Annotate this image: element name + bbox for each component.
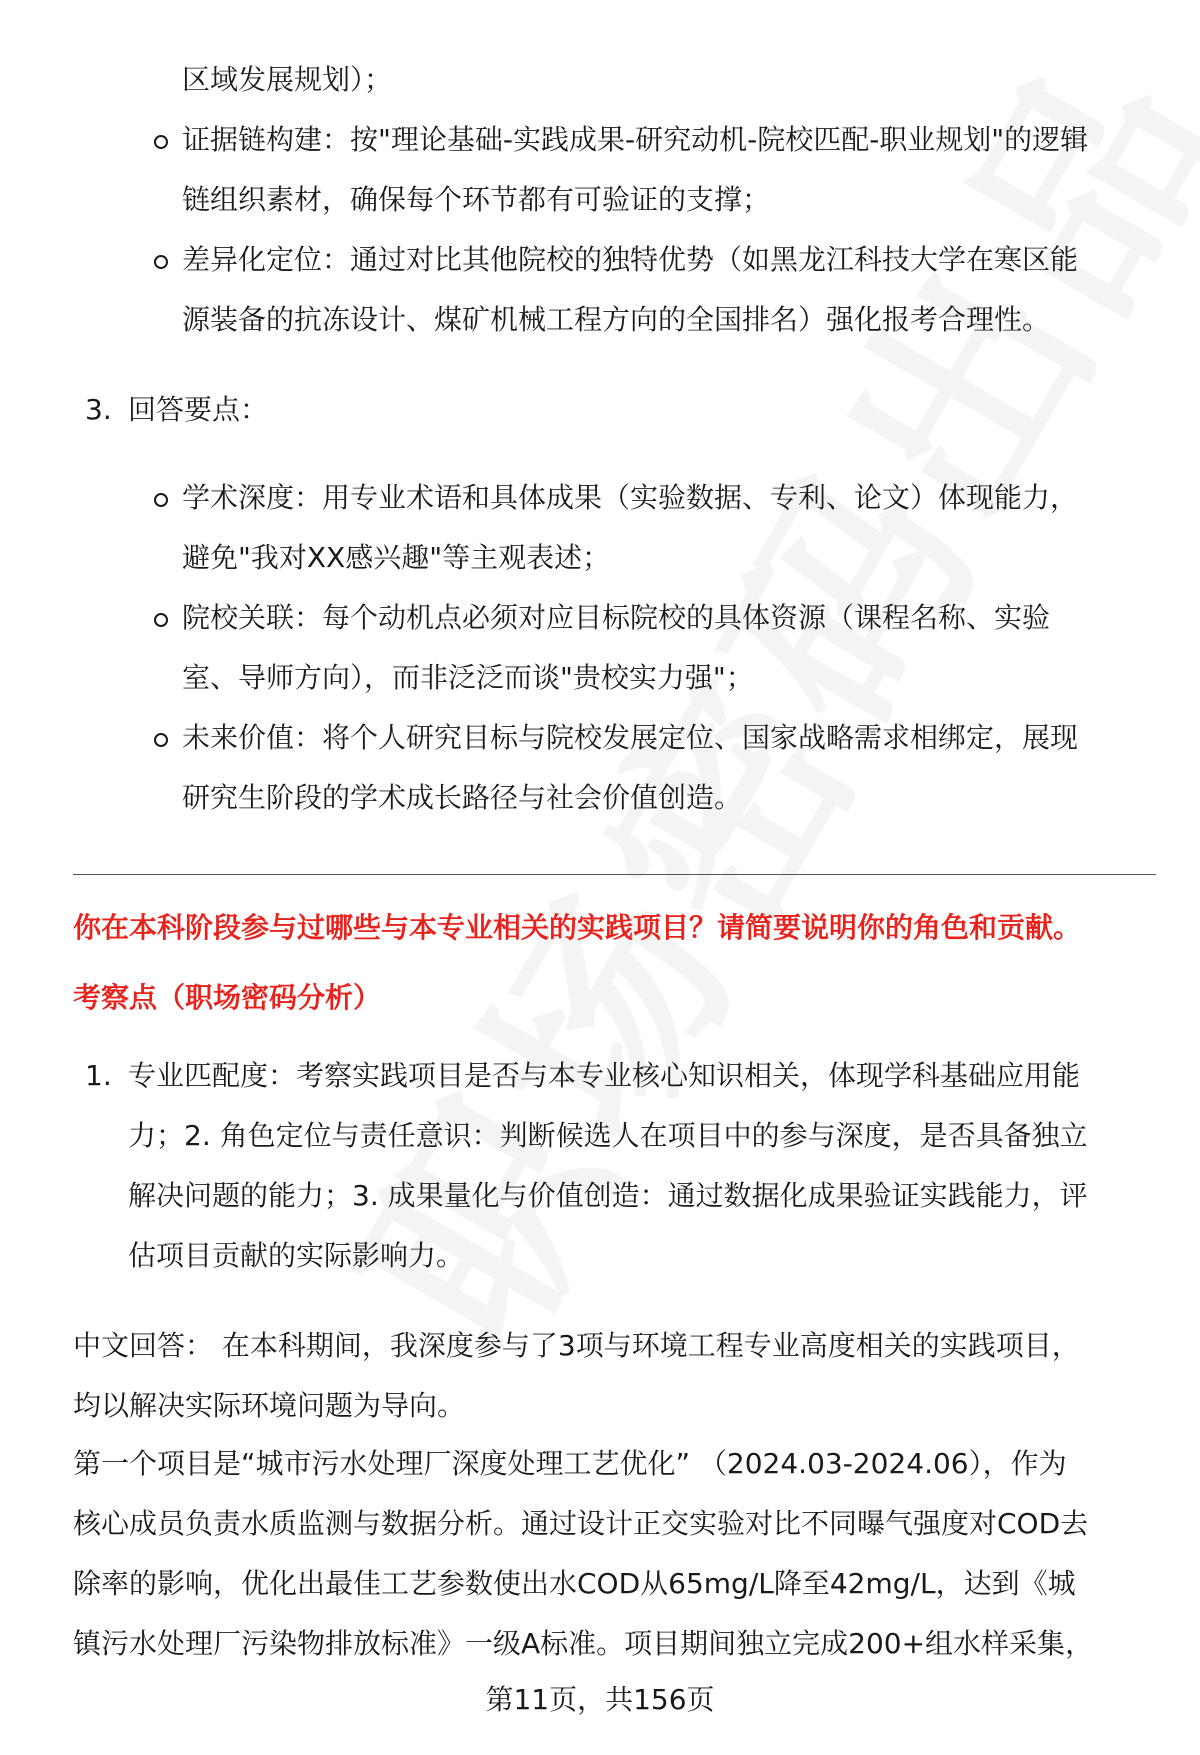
answer-paragraph: 核心成员负责水质监测与数据分析。通过设计正交实验对比不同曝气强度对COD去 <box>73 1507 1089 1540</box>
question-subtitle: 考察点（职场密码分析） <box>73 981 382 1014</box>
list-item: 链组织素材，确保每个环节都有可验证的支撑； <box>182 183 771 216</box>
list-item: 研究生阶段的学术成长路径与社会价值创造。 <box>182 781 743 814</box>
page-number: 第11页，共156页 <box>485 1683 715 1716</box>
list-item: 解决问题的能力；3. 成果量化与价值创造：通过数据化成果验证实践能力，评 <box>128 1179 1088 1212</box>
answer-paragraph: 第一个项目是“城市污水处理厂深度处理工艺优化” （2024.03-2024.06），作为 <box>73 1447 1067 1480</box>
bullet-icon <box>154 135 168 149</box>
list-item: 避免"我对XX感兴趣"等主观表述； <box>182 541 611 574</box>
list-item: 力；2. 角色定位与责任意识：判断候选人在项目中的参与深度，是否具备独立 <box>128 1119 1088 1152</box>
bullet-icon <box>154 255 168 269</box>
list-number: 3. <box>85 393 112 426</box>
answer-paragraph: 镇污水处理厂污染物排放标准》一级A标准。项目期间独立完成200+组水样采集， <box>73 1627 1094 1660</box>
list-item: 学术深度：用专业术语和具体成果（实验数据、专利、论文）体现能力， <box>182 481 1079 514</box>
bullet-icon <box>154 613 168 627</box>
divider <box>73 874 1156 875</box>
list-item: 室、导师方向），而非泛泛而谈"贵校实力强"； <box>182 661 754 694</box>
list-item: 差异化定位：通过对比其他院校的独特优势（如黑龙江科技大学在寒区能 <box>182 243 1079 276</box>
answer-paragraph: 除率的影响，优化出最佳工艺参数使出水COD从65mg/L降至42mg/L，达到《城 <box>73 1567 1076 1600</box>
list-item: 未来价值：将个人研究目标与院校发展定位、国家战略需求相绑定，展现 <box>182 721 1079 754</box>
list-item: 专业匹配度：考察实践项目是否与本专业核心知识相关，体现学科基础应用能 <box>128 1059 1081 1092</box>
answer-paragraph: 均以解决实际环境问题为导向。 <box>73 1389 466 1422</box>
bullet-icon <box>154 493 168 507</box>
continued-text: 区域发展规划）； <box>182 63 393 96</box>
question-title: 你在本科阶段参与过哪些与本专业相关的实践项目？请简要说明你的角色和贡献。 <box>73 911 1082 944</box>
list-item: 证据链构建：按"理论基础-实践成果-研究动机-院校匹配-职业规划"的逻辑 <box>182 123 1089 156</box>
list-item: 院校关联：每个动机点必须对应目标院校的具体资源（课程名称、实验 <box>182 601 1051 634</box>
bullet-icon <box>154 733 168 747</box>
list-item: 源装备的抗冻设计、煤矿机械工程方向的全国排名）强化报考合理性。 <box>182 303 1051 336</box>
list-item: 估项目贡献的实际影响力。 <box>128 1239 465 1272</box>
list-number: 1. <box>85 1059 112 1092</box>
section-heading: 回答要点： <box>128 393 269 426</box>
answer-paragraph: 中文回答： 在本科期间，我深度参与了3项与环境工程专业高度相关的实践项目， <box>73 1329 1080 1362</box>
